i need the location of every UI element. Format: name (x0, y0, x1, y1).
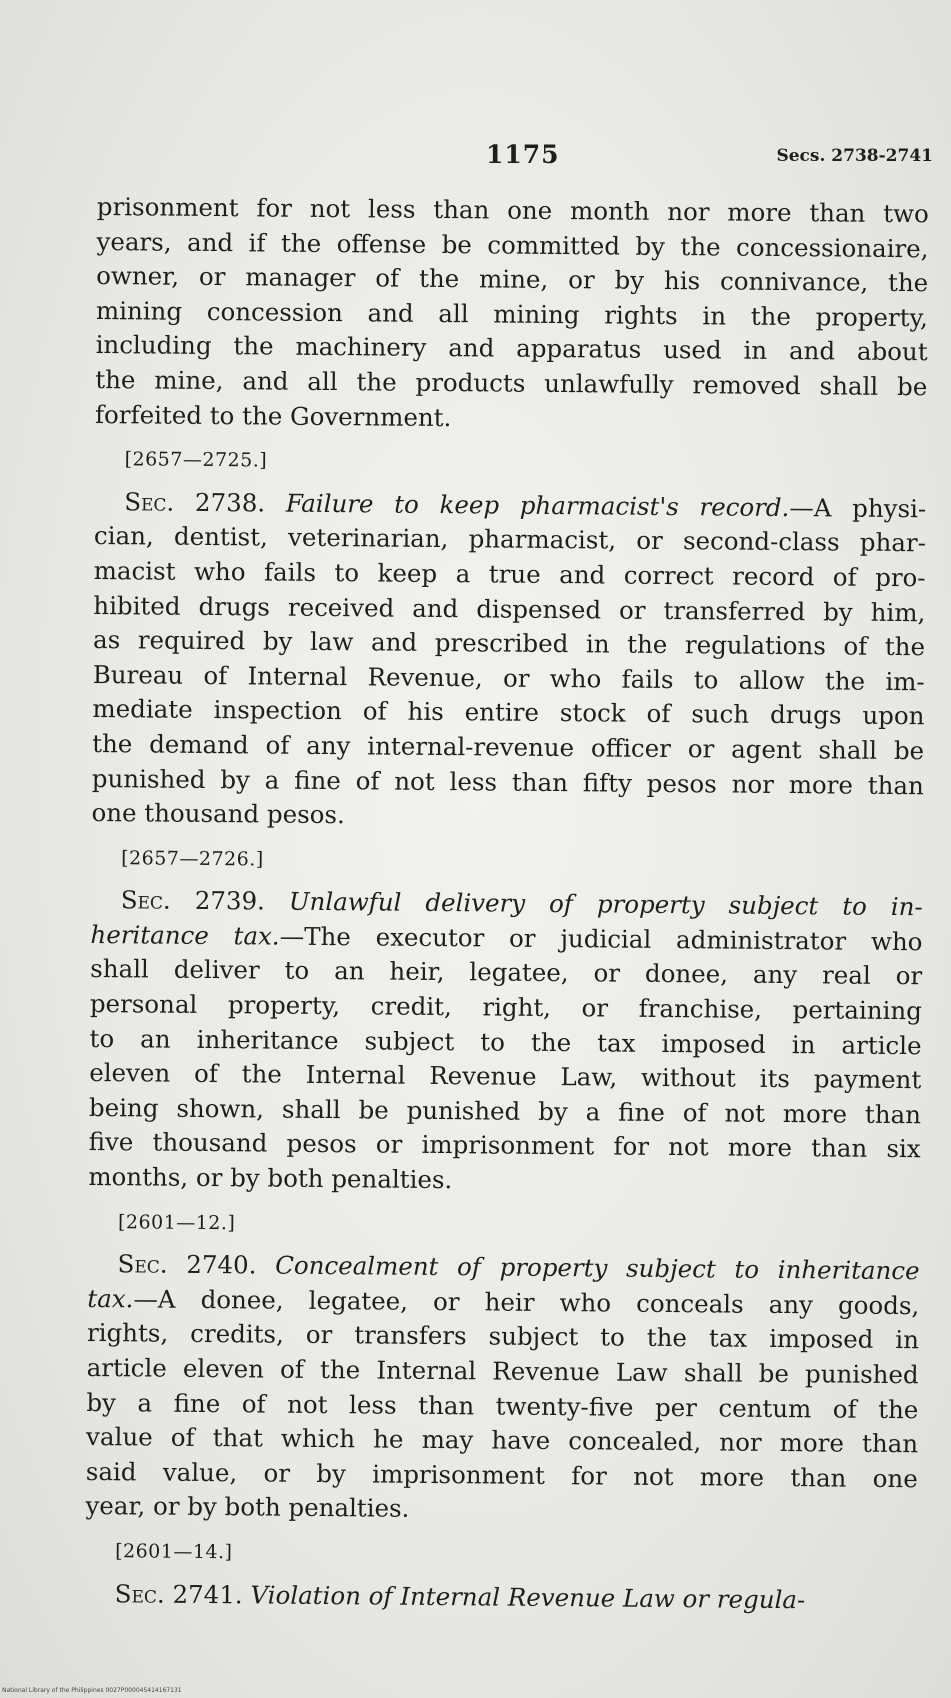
text-line: by a fine of not less than twenty-five per centum of the (86, 1387, 919, 1424)
text-line: prisonment for not less than one month nor more than two (96, 191, 929, 229)
section-2741 (85, 1577, 917, 1619)
text-line: forfeited to the Government. (94, 399, 452, 432)
text-line: year, or by both penalties. (85, 1491, 410, 1524)
section-2740 (85, 1247, 919, 1531)
text-line: article eleven of the Internal Revenue Law shall be punished (86, 1352, 919, 1390)
section-first-line (85, 1577, 917, 1619)
text-line: personal property, credit, right, or franchise, pertaining (89, 989, 922, 1026)
section-2738 (91, 485, 926, 838)
section-label: Sec. 2740. (117, 1249, 257, 1280)
text-line: punished by a fine of not less than fifty pesos nor more than (91, 763, 924, 800)
text-line: shall deliver to an heir, legatee, or donee, any real or (90, 954, 923, 991)
text-line: mediate inspection of his entire stock of such drugs upon (92, 694, 925, 731)
section-title-continued: tax. (87, 1283, 134, 1314)
section-first-line-rest: —A physi- (789, 492, 927, 523)
text-line: mining concession and all mining rights in the property, (95, 295, 929, 333)
section-2739 (88, 883, 923, 1202)
text-line: macist who fails to keep a true and correct record of pro- (93, 555, 926, 593)
section-citation: [2601—12.] (117, 1210, 236, 1234)
text-line: one thousand pesos. (91, 798, 345, 830)
section-title-continued: heritance tax. (90, 919, 280, 951)
text-line: months, or by both penalties. (88, 1161, 453, 1195)
section-label: Sec. 2741. (114, 1578, 243, 1609)
opening-paragraph (95, 190, 929, 439)
body-text (85, 190, 929, 1618)
text-line: the demand of any internal-revenue officer or agent shall be (92, 728, 925, 766)
text-line: the mine, and all the products unlawfully removed shall be (95, 364, 928, 402)
section-citation: [2657—2726.] (121, 846, 264, 871)
text-line: value of that which he may have concealed, nor more than (85, 1422, 919, 1459)
page-number: 1175 (486, 140, 560, 169)
section-second-line-rest: —The executor or judicial administrator who (279, 921, 923, 957)
section-range: Secs. 2738-2741 (776, 146, 933, 166)
text-line: as required by law and prescribed in the regulations of the (92, 625, 926, 662)
text-line: said value, or by imprisonment for not more than one (85, 1456, 918, 1493)
section-citation: [2657—2725.] (124, 448, 268, 472)
section-title: Violation of Internal Revenue Law or regula- (250, 1579, 806, 1614)
text-line: cian, dentist, veterinarian, pharmacist, or second-class phar- (93, 521, 927, 558)
text-line: five thousand pesos or imprisonment for not more than six (88, 1127, 921, 1164)
text-line: rights, credits, or transfers subject to the tax imposed in (86, 1318, 920, 1355)
text-line: to an inheritance subject to the tax imposed in article (89, 1023, 922, 1060)
text-line: including the machinery and apparatus used in and about (95, 330, 928, 367)
section-title: Failure to keep pharmacist's record. (285, 488, 790, 522)
section-title: Unlawful delivery of property subject to in- (288, 886, 923, 922)
section-second-line-rest: —A donee, legatee, or heir who conceals any goods, (133, 1284, 920, 1321)
text-line: hibited drugs received and dispensed or transferred by him, (93, 590, 926, 627)
section-label: Sec. 2738. (124, 487, 266, 518)
page-header (0, 140, 951, 180)
text-line: eleven of the Internal Revenue Law, without its payment (89, 1058, 922, 1095)
text-line: owner, or manager of the mine, or by his connivance, the (96, 261, 929, 298)
text-line: years, and if the offense be committed by the concessionaire, (96, 226, 929, 263)
text-line: Bureau of Internal Revenue, or who fails to allow the im- (92, 659, 925, 696)
scan-footer: National Library of the Philippines 0027P000045414167131 (2, 1687, 182, 1694)
section-citation: [2601—14.] (115, 1540, 233, 1564)
section-title: Concealment of property subject to inheritance (275, 1250, 920, 1286)
section-label: Sec. 2739. (120, 885, 266, 916)
text-line: being shown, shall be punished by a fine of not more than (88, 1092, 922, 1130)
